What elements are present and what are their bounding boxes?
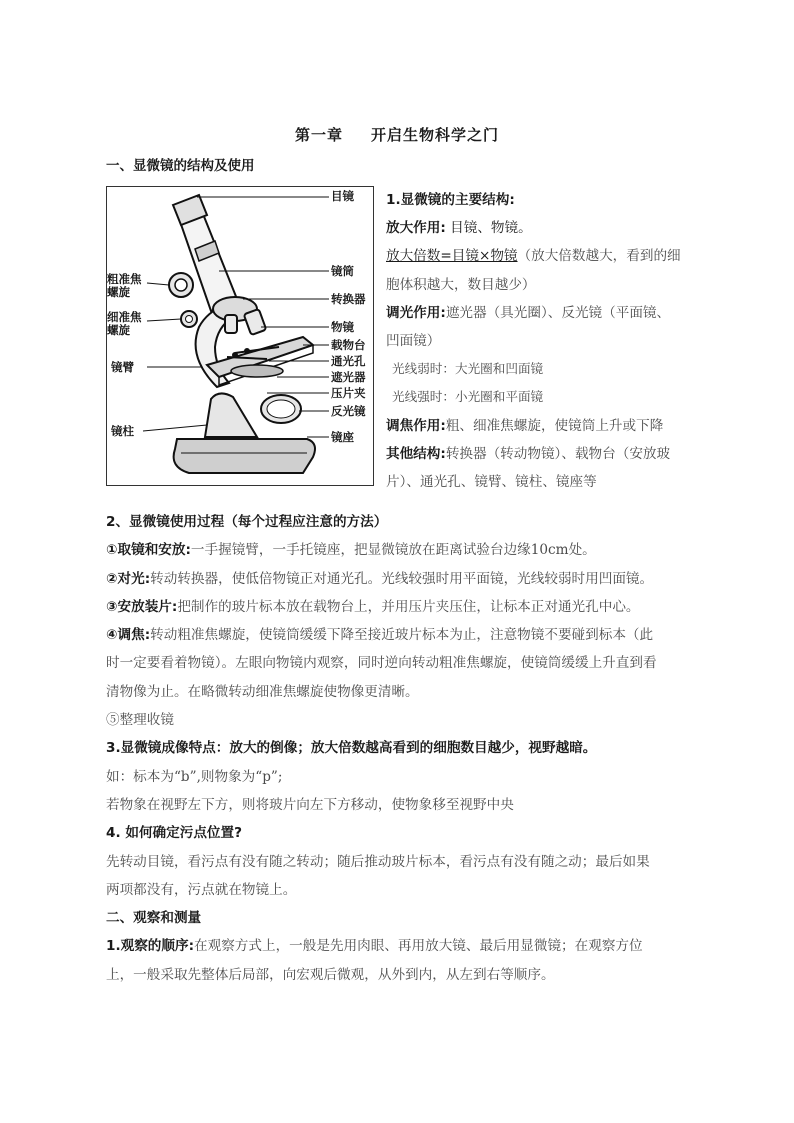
label-aperture: 通光孔 (331, 354, 366, 368)
formula-note-2: 胞体积越大，数目越少） (386, 276, 536, 293)
label-fine-2: 螺旋 (107, 323, 130, 337)
step-4-text-1: 转动粗准焦螺旋，使镜筒缓缓下降至接近玻片标本为止，注意物镜不要碰到标本（此 (150, 627, 654, 644)
label-diaphragm: 遮光器 (331, 370, 366, 384)
step-3 (106, 593, 706, 621)
step-2-text: 转动转换器，使低倍物镜正对通光孔。光线较强时用平面镜，光线较弱时用凹面镜。 (150, 570, 654, 587)
label-coarse-2: 螺旋 (107, 285, 130, 299)
focus-text: 粗、细准焦螺旋，使镜筒上升或下降 (445, 417, 664, 434)
label-fine-1: 细准焦 (107, 310, 142, 324)
step-4-label: ④调焦: (106, 627, 151, 644)
step-4-text-2: 时一定要看着物镜）。左眼向物镜内观察，同时逆向转动粗准焦螺旋，使镜筒缓缓上升直到看 (106, 655, 657, 672)
microscope-figure (106, 186, 374, 486)
formula-line (386, 242, 716, 270)
base-shape (174, 439, 315, 473)
magnify-label: 放大作用: (386, 220, 446, 237)
step-4 (106, 621, 706, 649)
weak-light-text: 光线弱时：大光圈和凹面镜 (392, 361, 544, 377)
focus-label: 调焦作用: (386, 417, 446, 434)
imaging-example: 如：标本为“b”,则物象为“p”; (106, 768, 283, 785)
label-clip: 压片夹 (331, 386, 366, 400)
process-heading: 2、显微镜使用过程（每个过程应注意的方法） (106, 514, 388, 530)
strong-light-text: 光线强时：小光圈和平面镜 (392, 389, 544, 405)
step-2 (106, 565, 706, 593)
light-line (386, 299, 716, 327)
structure-heading: 1.显微镜的主要结构: (386, 192, 515, 208)
order-line (106, 932, 706, 960)
label-coarse-1: 粗准焦 (107, 272, 142, 286)
label-stage: 载物台 (331, 338, 366, 352)
other-label: 其他结构: (386, 445, 446, 462)
step-1 (106, 536, 706, 564)
formula-note-1: （放大倍数越大，看到的细 (517, 248, 681, 265)
dirt-heading: 4. 如何确定污点位置? (106, 825, 242, 842)
dirt-text-2: 两项都没有，污点就在物镜上。 (106, 881, 297, 898)
magnify-line (386, 214, 716, 242)
imaging-heading: 3.显微镜成像特点：放大的倒像；放大倍数越高看到的细胞数目越少，视野越暗。 (106, 740, 597, 757)
step-4-text-3: 清物像为止。在略微转动细准焦螺旋使物像更清晰。 (106, 683, 419, 700)
section-heading-microscope: 一、显微镜的结构及使用 (106, 158, 255, 174)
order-text-1: 在观察方式上，一般是先用肉眼、再用放大镜、最后用显微镜；在观察方位 (194, 938, 643, 955)
step-3-text: 把制作的玻片标本放在载物台上，并用压片夹压住，让标本正对通光孔中心。 (177, 598, 640, 615)
label-nosepiece: 转换器 (331, 292, 366, 306)
light-text-2: 凹面镜） (386, 333, 441, 350)
order-text-2: 上，一般采取先整体后局部，向宏观后微观，从外到内，从左到右等顺序。 (106, 966, 555, 983)
usage-process (106, 508, 706, 989)
structure-description (386, 186, 716, 496)
step-5: ⑤整理收镜 (106, 712, 174, 729)
light-text-1: 遮光器（具光圈）、反光镜（平面镜、 (445, 304, 671, 321)
page-title (0, 124, 794, 145)
focus-line (386, 412, 716, 440)
label-base: 镜座 (331, 430, 354, 444)
other-text-1: 转换器（转动物镜）、载物台（安放玻 (445, 445, 671, 462)
step-1-label: ①取镜和安放: (106, 542, 191, 559)
label-mirror: 反光镜 (331, 404, 366, 418)
pillar-shape (205, 393, 257, 437)
section-heading-observe: 二、观察和测量 (106, 910, 202, 927)
label-eyepiece: 目镜 (331, 189, 354, 203)
other-text-2: 片）、通光孔、镜臂、镜柱、镜座等 (386, 474, 597, 491)
magnify-text: 目镜、物镜。 (445, 220, 532, 237)
step-1-text: 一手握镜臂，一手托镜座，把显微镜放在距离试验台边缘10cm处。 (190, 542, 596, 559)
label-objective: 物镜 (331, 320, 354, 334)
order-label: 1.观察的顺序: (106, 938, 195, 955)
label-tube: 镜筒 (331, 264, 354, 278)
label-arm: 镜臂 (111, 360, 134, 374)
chapter-number: 第一章 (294, 126, 343, 144)
magnification-formula: 放大倍数=目镜×物镜 (386, 248, 518, 265)
imaging-move: 若物象在视野左下方，则将玻片向左下方移动，使物象移至视野中央 (106, 796, 514, 813)
dirt-text-1: 先转动目镜，看污点有没有随之转动；随后推动玻片标本，看污点有没有随之动；最后如果 (106, 853, 650, 870)
step-3-label: ③安放装片: (106, 598, 178, 615)
label-pillar: 镜柱 (111, 424, 134, 438)
step-2-label: ②对光: (106, 570, 151, 587)
light-label: 调光作用: (386, 304, 446, 321)
chapter-name: 开启生物科学之门 (371, 126, 500, 144)
other-line (386, 440, 716, 468)
